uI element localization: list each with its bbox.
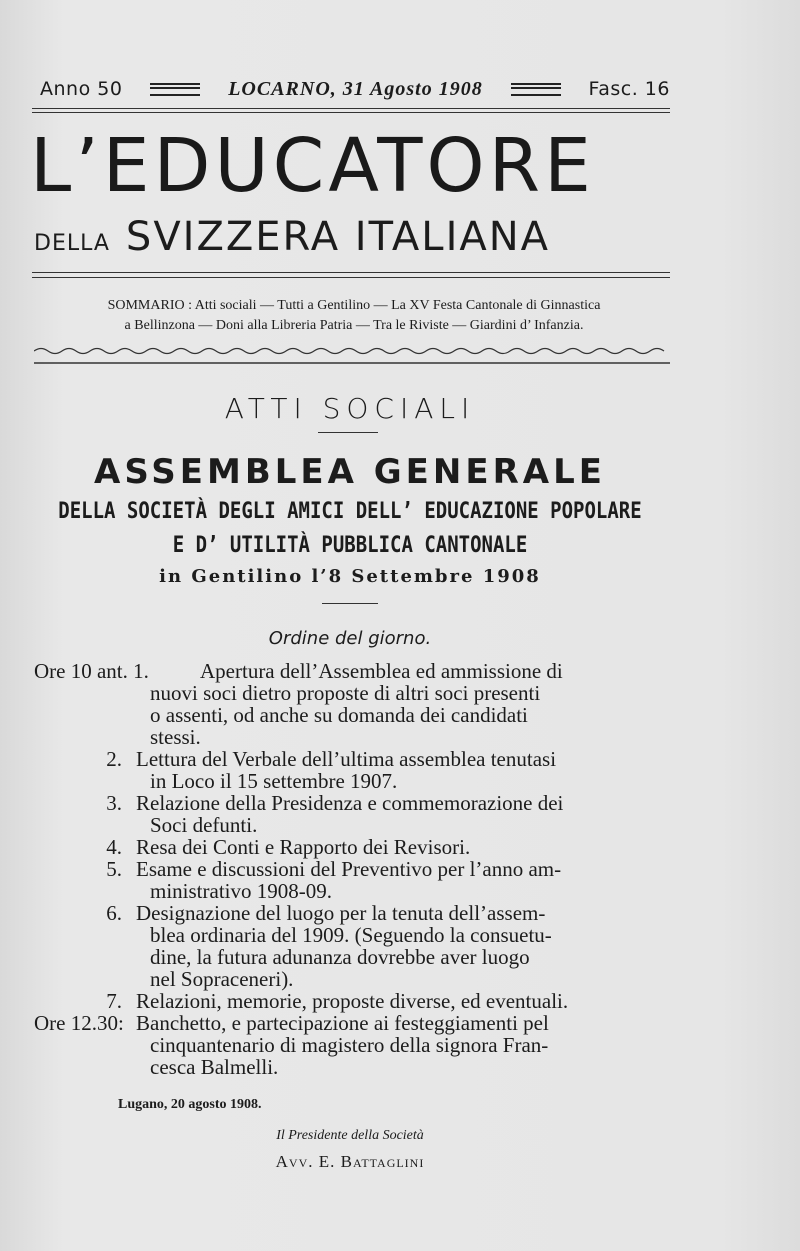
agenda-item-text: blea ordinaria del 1909. (Seguendo la consuetu-: [150, 923, 552, 947]
ornament-rule-left: [150, 83, 200, 96]
summary-block: [34, 296, 674, 336]
ornament-rule-right: [511, 83, 561, 96]
agenda-item-text: Soci defunti.: [150, 813, 258, 837]
agenda-item-text: in Loco il 15 settembre 1907.: [150, 769, 398, 793]
assembly-place-date: in Gentilino l’8 Settembre 1908: [159, 566, 541, 587]
agenda-item-text: o assenti, od anche su domanda dei candidati: [150, 703, 528, 727]
agenda-item-text: cinquantenario di magistero della signora Fran-: [150, 1033, 549, 1057]
top-rule-2: [32, 112, 670, 113]
agenda-title: Ordine del giorno.: [268, 628, 432, 649]
society-line-2: E D’ UTILITÀ PUBBLICA CANTONALE: [172, 532, 528, 558]
wavy-divider: [34, 345, 670, 369]
signature: Avv. E. Battaglini: [275, 1152, 425, 1171]
agenda-item-text: Designazione del luogo per la tenuta dell’assem-: [136, 901, 546, 925]
fascicle-number: Fasc. 16: [588, 78, 670, 100]
agenda-item-text: nuovi soci dietro proposte di altri soci presenti: [150, 681, 541, 705]
title-rule: [32, 272, 670, 273]
agenda-item-text: stessi.: [150, 725, 201, 749]
president-label: Il Presidente della Società: [276, 1128, 424, 1143]
summary-line-2: a Bellinzona — Doni alla Libreria Patria — Tra le Riviste — Giardini d’ Infanzia.: [124, 318, 584, 333]
section-title-rule: [318, 432, 378, 433]
top-rule: [32, 108, 670, 109]
agenda-item-text: Esame e discussioni del Preventivo per l’anno am-: [136, 857, 562, 881]
subtitle-large: SVIZZERA ITALIANA: [125, 214, 551, 260]
agenda-item-number: 2.: [106, 747, 122, 771]
section-title: ATTI SOCIALI: [224, 392, 476, 425]
place-date: LOCARNO, 31 Agosto 1908: [228, 77, 483, 100]
letter-date: Lugano, 20 agosto 1908.: [118, 1097, 262, 1112]
masthead-line: [40, 74, 670, 104]
agenda-item-number: 6.: [106, 901, 122, 925]
assembly-heading: ASSEMBLEA GENERALE: [94, 452, 606, 492]
agenda-item-text: Relazione della Presidenza e commemorazione dei: [136, 791, 564, 815]
journal-title: L’EDUCATORE: [30, 123, 595, 209]
subtitle-small: DELLA: [34, 231, 110, 256]
society-line-1: DELLA SOCIETÀ DEGLI AMICI DELL’ EDUCAZIONE POPOLARE: [58, 498, 642, 524]
agenda-item-text: dine, la futura adunanza dovrebbe aver luogo: [150, 945, 530, 969]
document-page: Anno 50 LOCARNO, 31 Agosto 1908 Fasc. 16 L’EDUCATORE DELLA SVIZZERA ITALIANA SOMMARIO : Atti sociali — Tutti a Gentilino — La XV Festa Cantonale di Ginnastica a Bellinzona — Doni alla Libreria Patria — Tra le Riviste — Giardini d’ Infanzia. ATTI SOCIALI ASSEMBLEA GENERALE DELLA SOCIETÀ DEGLI AMICI DELL’ EDUCAZIONE POPOLARE E D’ UTILITÀ PUBBLICA CANTONALE in Gentilino l’8 Settembre 1908 Ordine del giorno. Ore 10 ant. 1. Apertura dell’Assemblea ed ammissione di nuovi soci dietro proposte di altri soci presenti o assenti, od anche su domanda dei candidati stessi. 2. Lettura del Verbale dell’ultima assemblea tenutasi in Loco il 15 settembre 1907. 3. Relazione della Presidenza e commemorazione dei Soci defunti. 4. Resa dei Conti e Rapporto dei Revisori. 5. Esame e discussioni del Preventivo per l’anno am- ministrativo 1908-09. 6. Designazione del luogo per la tenuta dell’assem- blea ordinaria del 1909. (Seguendo la consuetu- dine, la futura adunanza dovrebbe aver luogo nel Sopraceneri). 7. Relazioni, memorie, proposte diverse, ed eventuali. Ore 12.30: Banchetto, e partecipazione ai festeggiamenti pel cinquantenario di magistero della signora Fran- cesca Balmelli. Lugano, 20 agosto 1908. Il Presidente della Società Avv. E. Battaglini: [0, 0, 800, 1251]
title-rule-2: [32, 277, 670, 278]
issue-year: Anno 50: [40, 78, 123, 100]
agenda-item-number: 5.: [106, 857, 122, 881]
agenda-item-text: Apertura dell’Assemblea ed ammissione di: [200, 659, 563, 683]
agenda-item-text: nel Sopraceneri).: [150, 967, 294, 991]
agenda-item-text: Banchetto, e partecipazione ai festeggiamenti pel: [136, 1011, 549, 1035]
agenda-item-text: Lettura del Verbale dell’ultima assemblea tenutasi: [136, 747, 557, 771]
agenda-item-text: cesca Balmelli.: [150, 1055, 279, 1079]
journal-subtitle: [34, 214, 674, 260]
agenda-item-number: 3.: [106, 791, 122, 815]
agenda-item-text: Relazioni, memorie, proposte diverse, ed eventuali.: [136, 989, 569, 1013]
agenda-item-number: 7.: [106, 989, 122, 1013]
place-rule: [322, 603, 378, 604]
summary-line-1: SOMMARIO : Atti sociali — Tutti a Gentilino — La XV Festa Cantonale di Ginnastica: [107, 298, 601, 313]
agenda-item-text: Resa dei Conti e Rapporto dei Revisori.: [136, 835, 471, 859]
agenda-item-text: ministrativo 1908-09.: [150, 879, 332, 903]
agenda-item-number: 4.: [106, 835, 122, 859]
